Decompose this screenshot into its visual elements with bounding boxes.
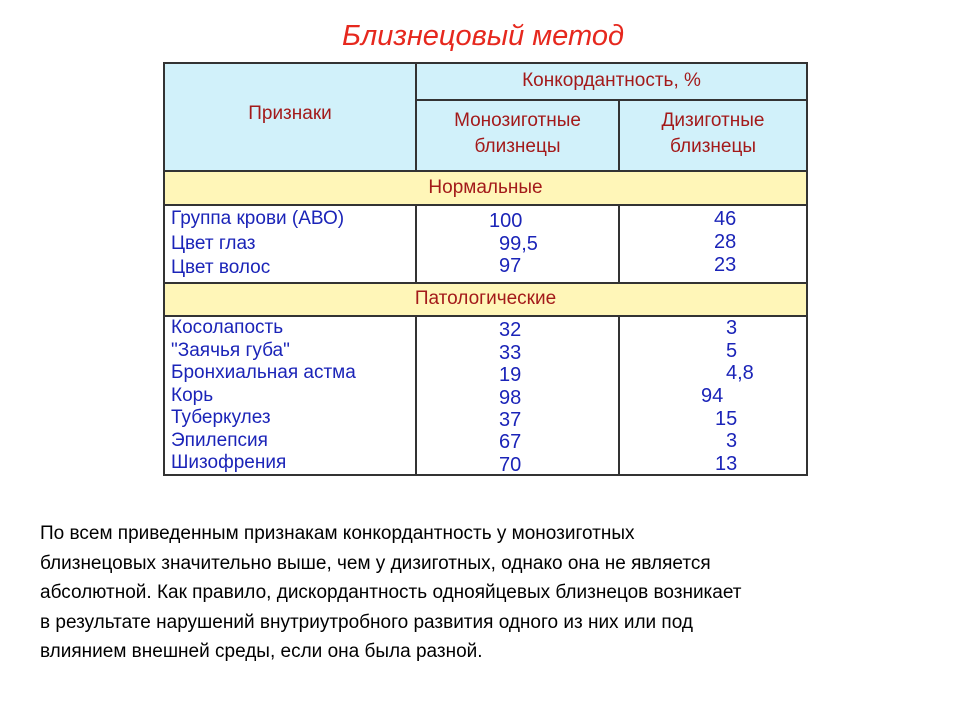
header-di-line: близнецы	[669, 136, 757, 157]
trait-label: "Заячья губа"	[171, 339, 290, 361]
trait-label: Шизофрения	[171, 452, 287, 473]
trait-list-normal	[171, 207, 344, 281]
mono-value: 99,5	[499, 233, 538, 255]
paragraph-line: абсолютной. Как правило, дискордантность однояйцевых близнецов возникает	[40, 582, 742, 603]
header-concordance: Конкордантность, %	[522, 70, 701, 91]
table-divider	[618, 204, 620, 282]
di-value: 3	[726, 430, 738, 452]
trait-label: Цвет волос	[171, 257, 271, 278]
di-value: 13	[715, 453, 738, 475]
paragraph-line: По всем приведенным признакам конкордантность у монозиготных	[40, 523, 635, 544]
mono-value: 67	[499, 431, 522, 453]
di-value: 46	[714, 208, 737, 230]
twin-concordance-table	[163, 62, 808, 476]
trait-label: Группа крови (АВО)	[171, 208, 345, 229]
mono-value: 33	[499, 342, 522, 364]
di-value: 94	[701, 385, 724, 407]
mono-value: 70	[499, 454, 522, 476]
mono-value: 19	[499, 364, 522, 386]
header-mono	[417, 108, 618, 160]
table-divider	[165, 170, 806, 172]
header-mono-line: близнецы	[474, 136, 561, 157]
mono-value: 100	[489, 210, 523, 232]
di-value: 4,8	[726, 362, 754, 384]
table-divider	[415, 315, 417, 476]
di-value: 23	[714, 254, 737, 276]
table-divider	[165, 282, 806, 284]
trait-label: Цвет глаз	[171, 232, 256, 254]
di-value: 28	[714, 231, 737, 253]
di-value: 3	[726, 317, 738, 339]
table-divider	[618, 315, 620, 476]
header-traits: Признаки	[248, 103, 332, 124]
trait-label: Корь	[171, 384, 214, 406]
trait-list-pathological	[171, 317, 356, 475]
header-di-line: Дизиготные	[661, 110, 765, 131]
slide-title: Близнецовый метод	[342, 20, 624, 52]
table-divider	[165, 204, 806, 206]
trait-label: Эпилепсия	[171, 429, 268, 451]
section-title-pathological: Патологические	[414, 288, 557, 309]
paragraph-line: влиянием внешней среды, если она была разной.	[40, 641, 483, 662]
trait-label: Косолапость	[171, 317, 284, 338]
section-title-normal: Нормальные	[428, 177, 543, 198]
trait-label: Туберкулез	[171, 407, 271, 428]
paragraph-line: в результате нарушений внутриутробного развития одного из них или под	[40, 611, 693, 633]
summary-paragraph	[40, 519, 940, 667]
table-divider	[415, 204, 417, 282]
mono-value: 37	[499, 409, 522, 431]
di-value: 15	[715, 408, 738, 430]
mono-value: 32	[499, 319, 522, 341]
header-mono-line: Монозиготные	[454, 110, 581, 131]
header-di	[620, 108, 806, 160]
table-divider	[417, 99, 806, 101]
trait-label: Бронхиальная астма	[171, 362, 356, 383]
di-value: 5	[726, 340, 738, 362]
mono-value: 98	[499, 387, 522, 409]
mono-value: 97	[499, 255, 522, 277]
paragraph-line: близнецовых значительно выше, чем у дизиготных, однако она не является	[40, 552, 711, 574]
